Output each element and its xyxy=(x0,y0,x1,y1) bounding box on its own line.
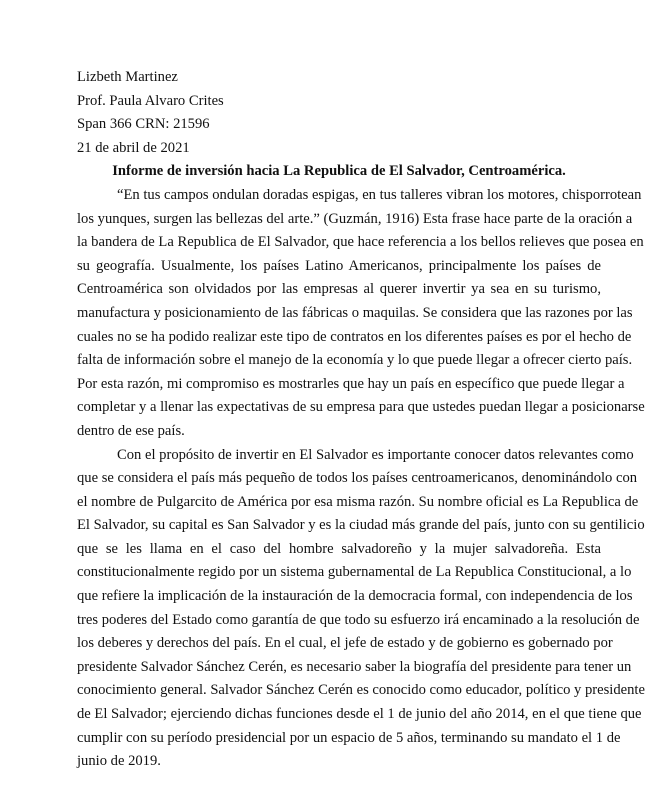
paragraph-line: constitucionalmente regido por un sistema gubernamental de La Republica Constitucional, a lo xyxy=(77,564,632,581)
paragraph-line: el nombre de Pulgarcito de América por esa misma razón. Su nombre oficial es La Republica de xyxy=(77,493,639,510)
paragraph-line: que refiere la implicación de la instauración de la democracia formal, con independencia de los xyxy=(77,588,633,605)
paragraph-line: Con el propósito de invertir en El Salvador es importante conocer datos relevantes como xyxy=(117,446,634,463)
paragraph-line: los yunques, surgen las bellezas del arte.” (Guzmán, 1916) Esta frase hace parte de la oración a xyxy=(77,210,633,227)
paragraph-line: Centroamérica son olvidados por las empresas al querer invertir ya sea en su turismo, xyxy=(77,281,601,298)
document-title: Informe de inversión hacia La Republica de El Salvador, Centroamérica. xyxy=(112,163,566,180)
paragraph-line: manufactura y posicionamiento de las fábricas o maquilas. Se considera que las razones por las xyxy=(77,304,633,321)
paragraph-line: su geografía. Usualmente, los países Latino Americanos, principalmente los países de xyxy=(77,257,601,274)
paragraph-line: Por esta razón, mi compromiso es mostrarles que hay un país en específico que puede llegar a xyxy=(77,375,625,392)
document-date: 21 de abril de 2021 xyxy=(77,139,190,156)
paragraph-2 xyxy=(77,444,645,774)
paragraph-line: completar y a llenar las expectativas de su empresa para que ustedes puedan llegar a posicionarse xyxy=(77,399,645,416)
paragraph-line: la bandera de La Republica de El Salvador, que hace referencia a los bellos relieves que posea en xyxy=(77,234,644,251)
paragraph-line: los deberes y derechos del país. En el cual, el jefe de estado y de gobierno es gobernado por xyxy=(77,635,613,652)
paragraph-line: El Salvador, su capital es San Salvador y es la ciudad más grande del país, junto con su gentilicio xyxy=(77,517,645,534)
paragraph-line: cuales no se ha podido realizar este tipo de contratos en los diferentes países es por el hecho de xyxy=(77,328,632,345)
paragraph-line: cumplir con su período presidencial por un espacio de 5 años, terminando su mandato el 1 de xyxy=(77,729,621,746)
paragraph-line: junio de 2019. xyxy=(77,753,161,770)
paragraph-line: “En tus campos ondulan doradas espigas, en tus talleres vibran los motores, chisporrotean xyxy=(117,186,642,203)
paragraph-line: dentro de ese país. xyxy=(77,422,185,439)
paragraph-line: presidente Salvador Sánchez Cerén, es necesario saber la biografía del presidente para tener un xyxy=(77,658,632,675)
paragraph-line: que se les llama en el caso del hombre salvadoreño y la mujer salvadoreña. Esta xyxy=(77,540,601,557)
course-info: Span 366 CRN: 21596 xyxy=(77,116,210,133)
paragraph-line: de El Salvador; ejerciendo dichas funciones desde el 1 de junio del año 2014, en el que tiene que xyxy=(77,706,642,723)
author-name: Lizbeth Martinez xyxy=(77,69,178,85)
professor-name: Prof. Paula Alvaro Crites xyxy=(77,92,224,109)
paragraph-line: falta de información sobre el manejo de la economía y lo que puede llegar a ofrecer cierto país. xyxy=(77,352,633,369)
paragraph-1 xyxy=(77,184,645,444)
paragraph-line: que se considera el país más pequeño de todos los países centroamericanos, denominándolo con xyxy=(77,470,638,487)
document-page xyxy=(77,66,645,774)
paragraph-line: tres poderes del Estado como garantía de que todo su esfuerzo irá encaminado a la resolución de xyxy=(77,611,640,628)
paragraph-line: conocimiento general. Salvador Sánchez Cerén es conocido como educador, político y presidente xyxy=(77,682,645,699)
